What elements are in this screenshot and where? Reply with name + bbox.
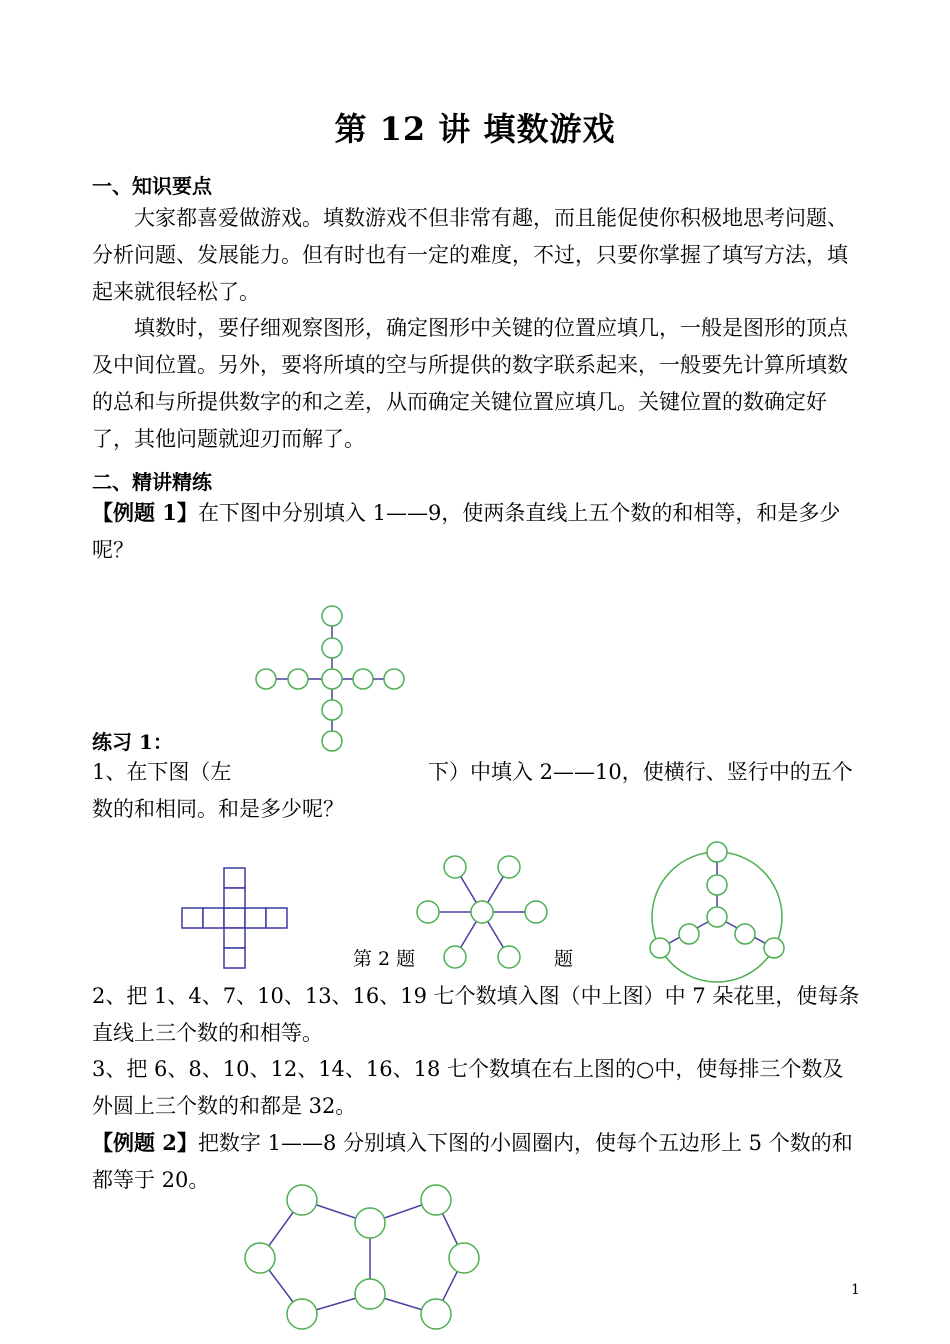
flower-circle: [417, 901, 439, 923]
flower-circle: [444, 946, 466, 968]
practice-3-text: 3、把 6、8、10、12、14、16、18 七个数填在右上图的○中，使每排三个数及外圆上三个数的和都是 32。: [92, 1057, 844, 1118]
caption-question-3: 题: [554, 948, 574, 970]
spoke-circle: [679, 924, 699, 944]
caption-question-2: 第 2 题: [353, 948, 416, 970]
cross-circle-figure: [250, 598, 410, 758]
flower-circle: [498, 856, 520, 878]
page-number: 1: [851, 1282, 860, 1298]
spoke-circle: [764, 938, 784, 958]
example-1-label: 【例题 1】: [92, 500, 198, 525]
flower-circle: [444, 856, 466, 878]
spoke-circle: [650, 938, 670, 958]
section-heading-practice: 二、精讲精练: [92, 470, 212, 494]
practice-1-heading: 练习 1：: [92, 730, 173, 754]
cross-circle: [322, 606, 342, 626]
circle-spokes-figure: [642, 838, 792, 986]
practice-2-text: 2、把 1、4、7、10、13、16、19 七个数填入图（中上图）中 7 朵花里，使每条直线上三个数的和相等。: [92, 984, 860, 1045]
pentagon-circle: [245, 1243, 275, 1273]
practice-1-line2: 数的和相同。和是多少呢？: [92, 797, 344, 821]
cross-circle: [322, 700, 342, 720]
flower-circle: [525, 901, 547, 923]
intro-paragraph-2: 填数时，要仔细观察图形，确定图形中关键的位置应填几，一般是图形的顶点及中间位置。另外，要将所填的空与所提供的数字联系起来，一般要先计算所填数的总和与所提供数字的和之差，从而确定关键位置应填几。关键位置的数确定好了，其他问题就迎刃而解了。: [92, 316, 848, 451]
practice-1-start: 1、在下图（左: [92, 760, 232, 784]
cross-circle: [353, 669, 373, 689]
cross-circle: [256, 669, 276, 689]
page-title: 第 12 讲 填数游戏: [334, 110, 616, 148]
flower-circle-center: [471, 901, 493, 923]
cross-circle: [288, 669, 308, 689]
practice-1-end: 下）中填入 2——10，使横行、竖行中的五个: [428, 760, 853, 784]
flower-circle: [498, 946, 520, 968]
example-2-body: 把数字 1——8 分别填入下图的小圆圈内，使每个五边形上 5 个数的和都等于 20。: [92, 1131, 853, 1192]
pentagon-circle: [421, 1185, 451, 1215]
flower-star-figure: [412, 850, 554, 974]
pentagon-circle: [449, 1243, 479, 1273]
intro-paragraph-1: 大家都喜爱做游戏。填数游戏不但非常有趣，而且能促使你积极地思考问题、分析问题、发展能力。但有时也有一定的难度，不过，只要你掌握了填写方法，填起来就很轻松了。: [92, 206, 848, 304]
example-1-body: 在下图中分别填入 1——9，使两条直线上五个数的和相等，和是多少呢？: [92, 501, 841, 562]
spoke-circle: [707, 842, 727, 862]
cross-circle-center: [322, 669, 342, 689]
example-1-text: [92, 494, 862, 569]
pentagon-circle-shared: [355, 1208, 385, 1238]
section-heading-knowledge: 一、知识要点: [92, 174, 212, 198]
square-cross-figure: [180, 866, 290, 972]
pentagon-circle: [287, 1185, 317, 1215]
spoke-circle: [707, 875, 727, 895]
double-pentagon-figure: [236, 1176, 502, 1338]
spoke-circle: [735, 924, 755, 944]
pentagon-circle: [421, 1299, 451, 1329]
example-2-label: 【例题 2】: [92, 1130, 198, 1155]
spoke-circle-center: [707, 907, 727, 927]
pentagon-circle: [287, 1299, 317, 1329]
pentagon-circle-shared: [355, 1279, 385, 1309]
cross-circle: [384, 669, 404, 689]
cross-circle: [322, 638, 342, 658]
cross-circle: [322, 731, 342, 751]
